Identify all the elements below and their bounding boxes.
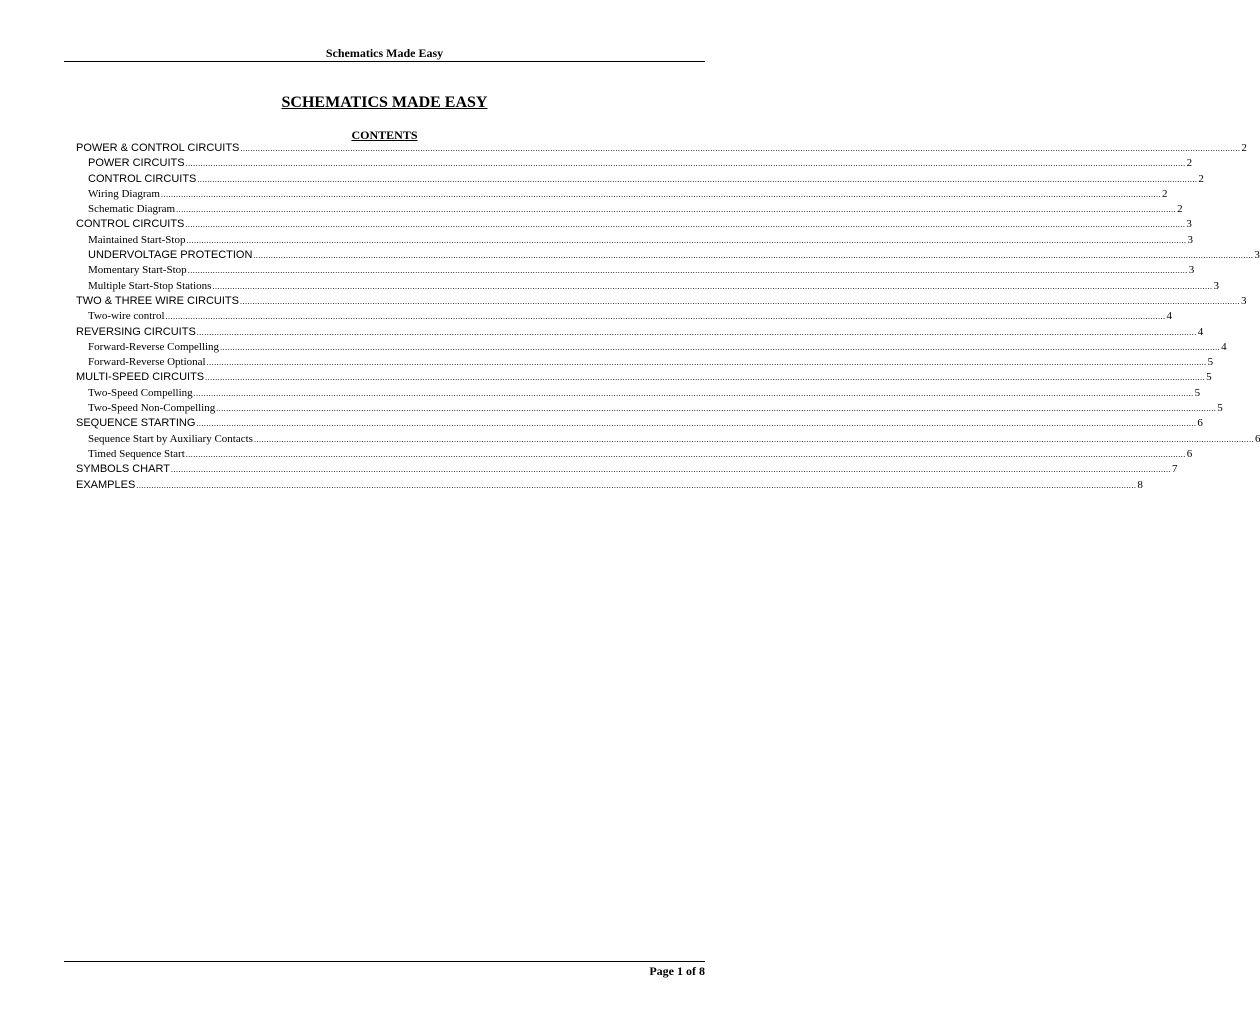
toc-entry-label: Wiring Diagram xyxy=(88,187,160,200)
toc-dot-leader: ................................................................................................................................................................................................................................................................................................................................................................................................................ xyxy=(165,312,1166,322)
toc-entry-label: MULTI-SPEED CIRCUITS xyxy=(76,371,205,384)
toc-page-number: 3 xyxy=(1187,233,1193,246)
toc-entry[interactable] xyxy=(76,325,1204,340)
toc-entry-label: SYMBOLS CHART xyxy=(76,463,170,476)
toc-entry-label: Forward-Reverse Compelling xyxy=(88,340,220,353)
page-indicator: Page 1 of 8 xyxy=(649,964,705,978)
toc-page-number: 6 xyxy=(1186,447,1193,460)
toc-page-number: 3 xyxy=(1240,294,1247,307)
toc-entry[interactable] xyxy=(76,233,1193,248)
toc-dot-leader: ................................................................................................................................................................................................................................................................................................................................................................................................................ xyxy=(212,281,1213,291)
toc-dot-leader: ................................................................................................................................................................................................................................................................................................................................................................................................................ xyxy=(197,174,1198,184)
toc-entry-label: Two-Speed Compelling xyxy=(88,386,193,399)
toc-dot-leader: ................................................................................................................................................................................................................................................................................................................................................................................................................ xyxy=(253,434,1254,444)
toc-dot-leader: ................................................................................................................................................................................................................................................................................................................................................................................................................ xyxy=(196,327,1197,337)
toc-page-number: 5 xyxy=(1217,402,1223,415)
toc-entry[interactable] xyxy=(76,263,1195,278)
toc-entry[interactable] xyxy=(76,141,1247,156)
document-title: SCHEMATICS MADE EASY xyxy=(281,94,488,111)
toc-page-number: 2 xyxy=(1186,157,1193,170)
toc-entry-label: CONTROL CIRCUITS xyxy=(88,172,197,185)
toc-dot-leader: ................................................................................................................................................................................................................................................................................................................................................................................................................ xyxy=(240,144,1241,153)
toc-dot-leader: ................................................................................................................................................................................................................................................................................................................................................................................................................ xyxy=(193,388,1194,398)
toc-entry-label: Schematic Diagram xyxy=(88,203,176,216)
toc-entry-label: Two-wire control xyxy=(88,310,165,323)
toc-dot-leader: ................................................................................................................................................................................................................................................................................................................................................................................................................ xyxy=(205,373,1206,383)
toc-entry[interactable] xyxy=(76,187,1168,202)
toc-page-number: 3 xyxy=(1186,218,1192,231)
toc-page-number: 3 xyxy=(1188,264,1195,277)
toc-page-number: 5 xyxy=(1207,356,1214,369)
toc-page-number: 6 xyxy=(1197,417,1203,430)
toc-page-number: 2 xyxy=(1177,203,1183,216)
toc-page-number: 4 xyxy=(1166,310,1173,323)
toc-entry-label: POWER CIRCUITS xyxy=(88,157,185,170)
toc-entry-label: Timed Sequence Start xyxy=(88,447,185,460)
toc-page-number: 7 xyxy=(1171,463,1178,476)
toc-entry[interactable] xyxy=(76,340,1227,355)
toc-entry[interactable] xyxy=(76,172,1204,187)
toc-dot-leader: ................................................................................................................................................................................................................................................................................................................................................................................................................ xyxy=(185,449,1186,459)
toc-page-number: 6 xyxy=(1254,432,1260,445)
page-footer xyxy=(64,961,705,979)
toc-entry-label: SEQUENCE STARTING xyxy=(76,417,196,430)
toc-entry-label: Momentary Start-Stop xyxy=(88,264,187,277)
contents-heading: CONTENTS xyxy=(351,128,418,142)
toc-entry-label: UNDERVOLTAGE PROTECTION xyxy=(88,249,253,262)
toc-page-number: 5 xyxy=(1206,371,1212,384)
toc-page-number: 3 xyxy=(1254,249,1260,262)
toc-entry-label: TWO & THREE WIRE CIRCUITS xyxy=(76,294,239,307)
toc-entry-label: REVERSING CIRCUITS xyxy=(76,325,196,338)
toc-dot-leader: ................................................................................................................................................................................................................................................................................................................................................................................................................ xyxy=(253,251,1254,261)
toc-page-number: 5 xyxy=(1194,386,1201,399)
toc-entry[interactable] xyxy=(76,478,1143,493)
toc-entry[interactable] xyxy=(76,156,1193,171)
toc-page-number: 8 xyxy=(1137,478,1143,491)
toc-page-number: 2 xyxy=(1241,142,1247,154)
toc-entry[interactable] xyxy=(76,355,1214,370)
toc-entry[interactable] xyxy=(76,279,1219,294)
toc-dot-leader: ................................................................................................................................................................................................................................................................................................................................................................................................................ xyxy=(160,189,1161,199)
running-header xyxy=(64,45,705,62)
running-header-title: Schematics Made Easy xyxy=(325,46,444,60)
toc-entry[interactable] xyxy=(76,447,1193,462)
toc-page-number: 4 xyxy=(1197,325,1204,338)
toc-dot-leader: ................................................................................................................................................................................................................................................................................................................................................................................................................ xyxy=(187,266,1188,276)
toc-entry[interactable] xyxy=(76,401,1223,416)
toc-dot-leader: ................................................................................................................................................................................................................................................................................................................................................................................................................ xyxy=(185,159,1186,169)
toc-entry-label: Two-Speed Non-Compelling xyxy=(88,402,216,415)
toc-dot-leader: ................................................................................................................................................................................................................................................................................................................................................................................................................ xyxy=(220,342,1221,352)
toc-entry[interactable] xyxy=(76,386,1201,401)
toc-entry[interactable] xyxy=(76,309,1173,324)
table-of-contents xyxy=(76,141,1260,493)
toc-entry[interactable] xyxy=(76,462,1178,477)
toc-dot-leader: ................................................................................................................................................................................................................................................................................................................................................................................................................ xyxy=(186,235,1187,245)
toc-entry[interactable] xyxy=(76,416,1203,431)
toc-entry[interactable] xyxy=(76,217,1192,232)
toc-dot-leader: ................................................................................................................................................................................................................................................................................................................................................................................................................ xyxy=(176,205,1177,215)
toc-entry-label: Maintained Start-Stop xyxy=(88,233,186,246)
toc-dot-leader: ................................................................................................................................................................................................................................................................................................................................................................................................................ xyxy=(206,358,1207,368)
toc-entry-label: EXAMPLES xyxy=(76,478,136,491)
toc-entry-label: CONTROL CIRCUITS xyxy=(76,218,185,231)
toc-page-number: 4 xyxy=(1221,340,1227,353)
toc-entry[interactable] xyxy=(76,432,1260,447)
toc-entry-label: Multiple Start-Stop Stations xyxy=(88,279,212,292)
toc-page-number: 2 xyxy=(1198,172,1204,185)
toc-entry[interactable] xyxy=(76,248,1260,263)
toc-dot-leader: ................................................................................................................................................................................................................................................................................................................................................................................................................ xyxy=(136,480,1137,490)
toc-entry[interactable] xyxy=(76,202,1183,217)
toc-dot-leader: ................................................................................................................................................................................................................................................................................................................................................................................................................ xyxy=(216,404,1217,414)
toc-dot-leader: ................................................................................................................................................................................................................................................................................................................................................................................................................ xyxy=(185,220,1186,230)
toc-entry-label: POWER & CONTROL CIRCUITS xyxy=(76,142,240,154)
toc-entry[interactable] xyxy=(76,294,1247,309)
toc-page-number: 2 xyxy=(1161,187,1168,200)
toc-entry-label: Forward-Reverse Optional xyxy=(88,356,206,369)
toc-entry-label: Sequence Start by Auxiliary Contacts xyxy=(88,432,253,445)
toc-dot-leader: ................................................................................................................................................................................................................................................................................................................................................................................................................ xyxy=(196,419,1197,429)
toc-dot-leader: ................................................................................................................................................................................................................................................................................................................................................................................................................ xyxy=(239,296,1240,306)
toc-dot-leader: ................................................................................................................................................................................................................................................................................................................................................................................................................ xyxy=(170,465,1171,475)
toc-entry[interactable] xyxy=(76,370,1212,385)
toc-page-number: 3 xyxy=(1213,279,1219,292)
